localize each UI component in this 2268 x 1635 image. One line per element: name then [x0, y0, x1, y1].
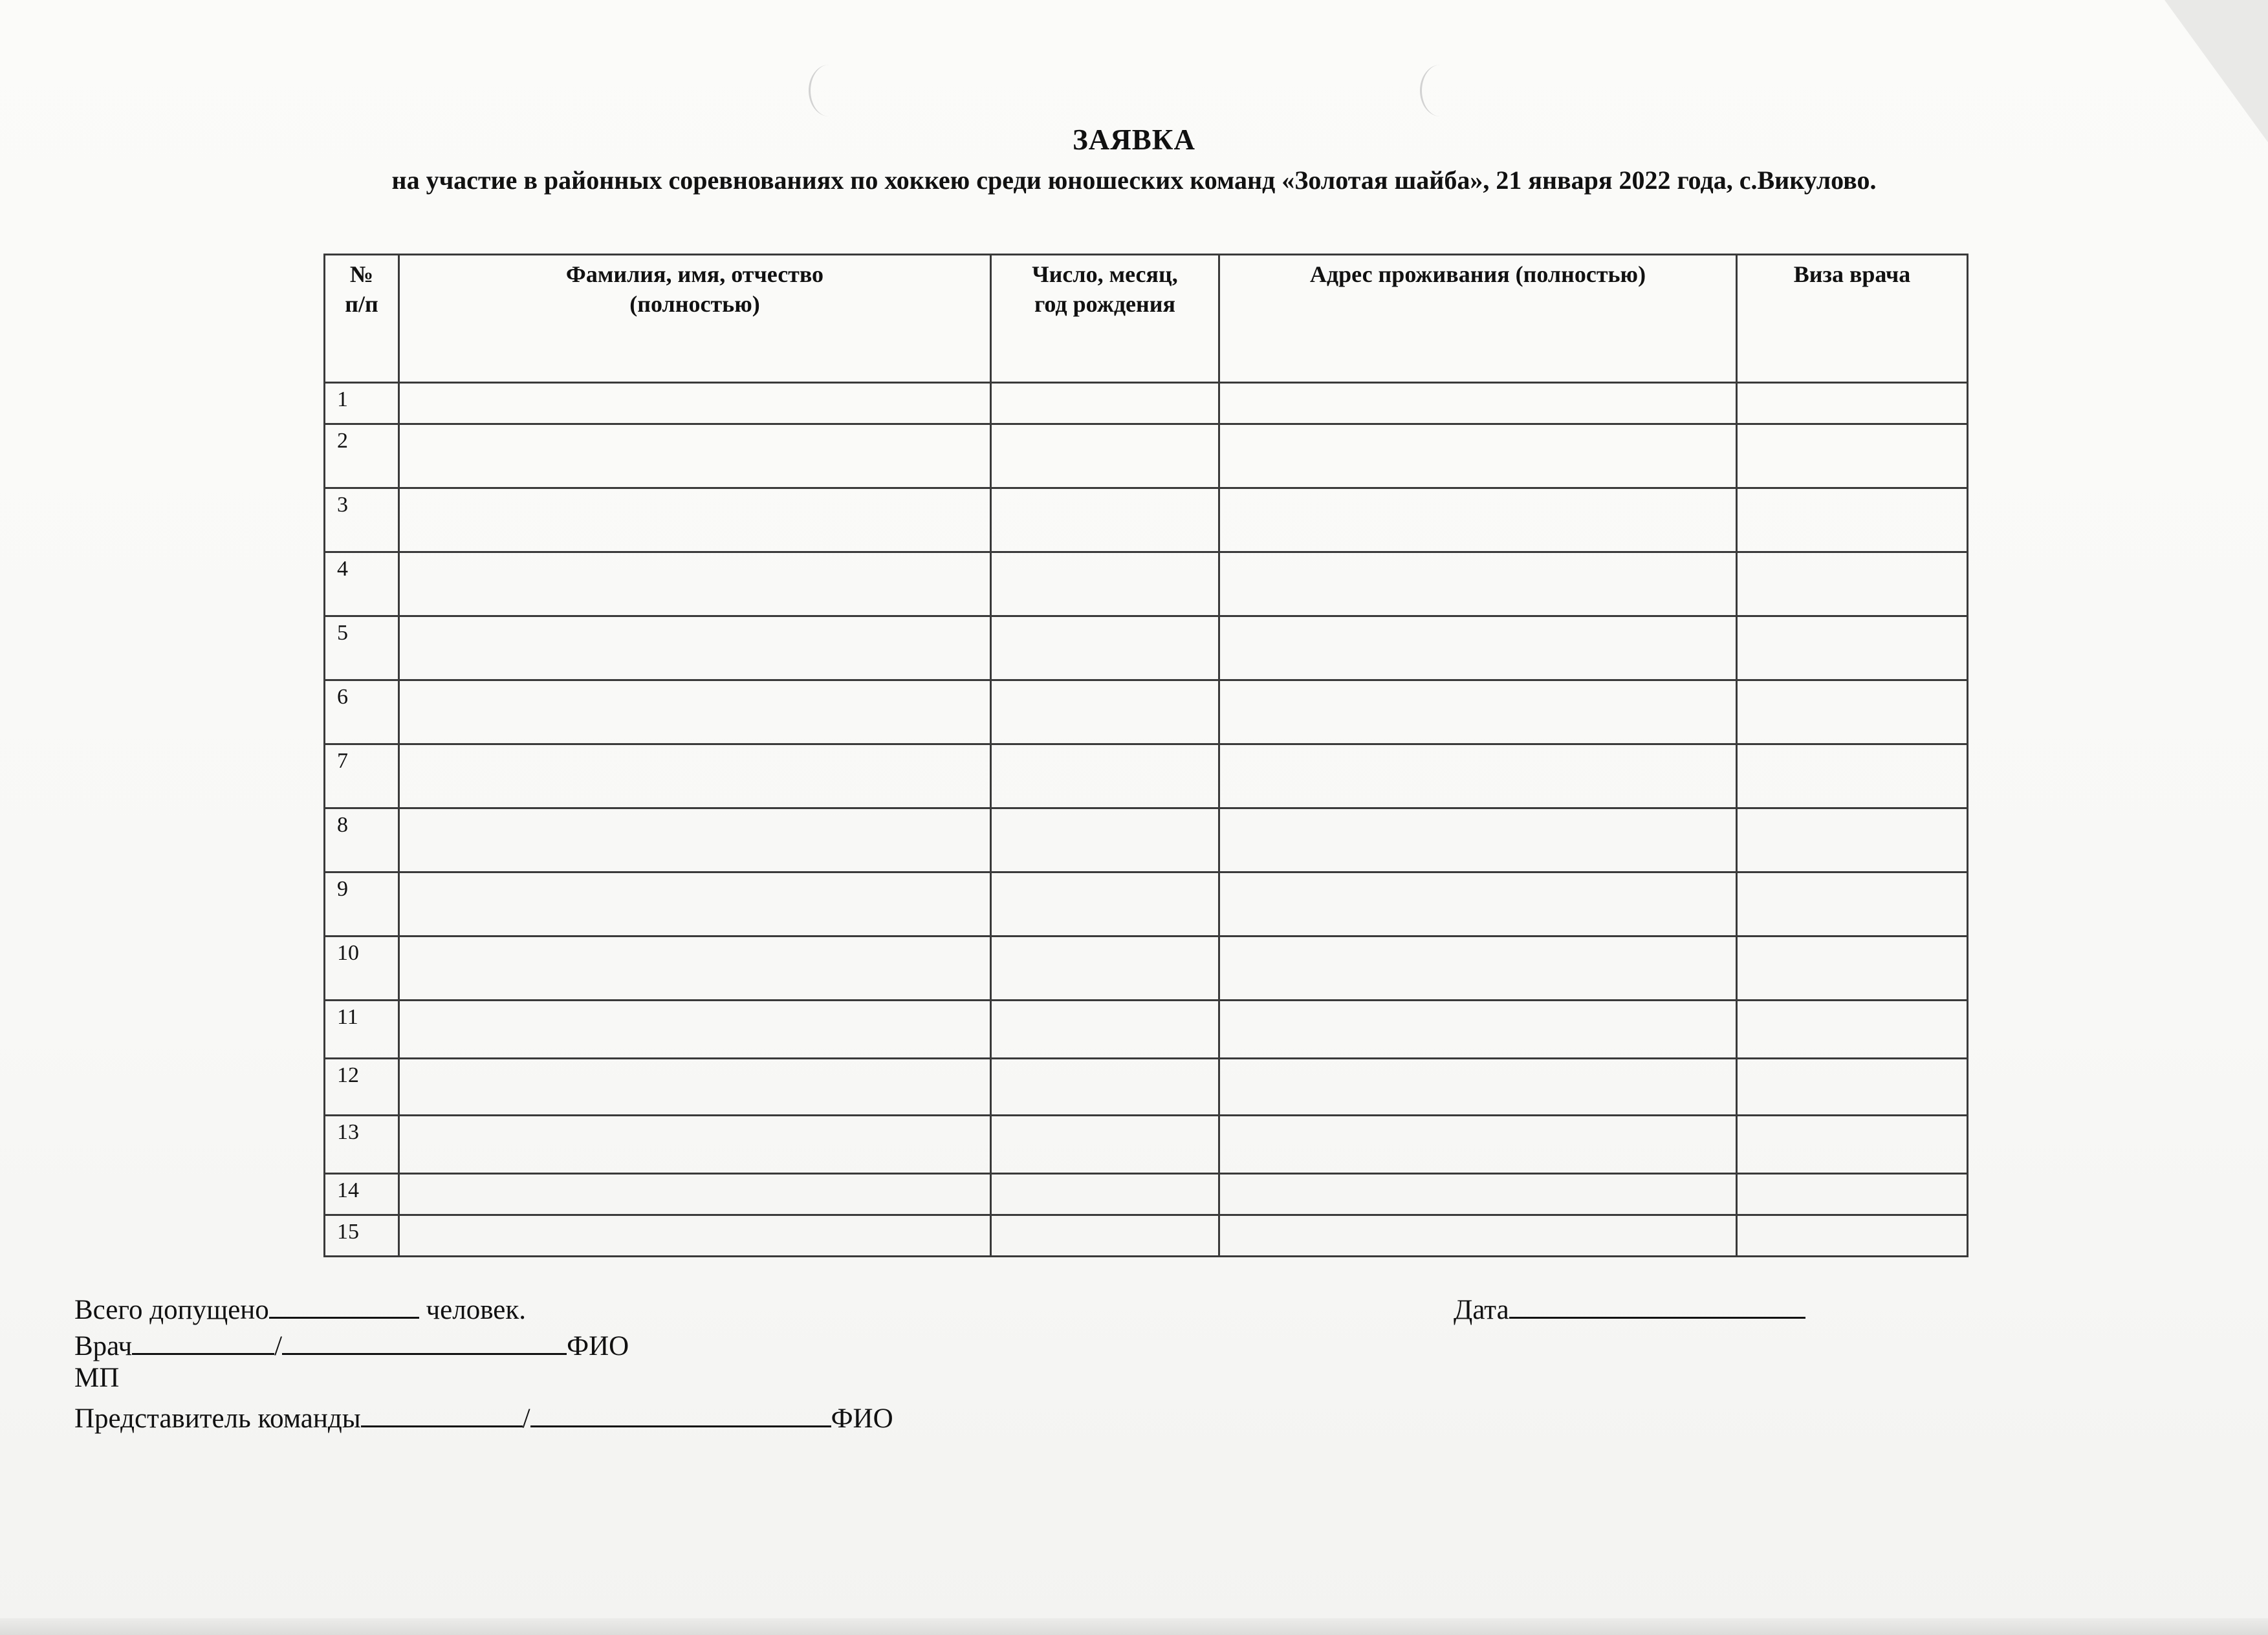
row-number: 15	[325, 1215, 399, 1257]
doctor-fio-label: ФИО	[567, 1331, 629, 1361]
row-number: 7	[325, 744, 399, 808]
column-header-number-line1: №	[349, 261, 374, 287]
punch-hole-mark	[809, 65, 849, 116]
table-body	[325, 383, 1968, 1257]
table-row	[325, 424, 1968, 488]
full-name-cell[interactable]	[399, 872, 991, 937]
doctor-visa-cell[interactable]	[1737, 424, 1968, 488]
address-cell[interactable]	[1219, 1174, 1737, 1215]
admitted-count-blank[interactable]	[269, 1287, 419, 1319]
column-header-full-name-line1: Фамилия, имя, отчество	[565, 261, 824, 287]
representative-fio-label: ФИО	[831, 1403, 893, 1434]
doctor-visa-cell[interactable]	[1737, 680, 1968, 744]
row-number: 2	[325, 424, 399, 488]
table-row	[325, 872, 1968, 937]
doctor-signature-blank[interactable]	[132, 1323, 274, 1355]
row-number: 6	[325, 680, 399, 744]
address-cell[interactable]	[1219, 1001, 1737, 1059]
row-number: 9	[325, 872, 399, 937]
table-row	[325, 680, 1968, 744]
full-name-cell[interactable]	[399, 1174, 991, 1215]
column-header-birth-date-line1: Число, месяц,	[1032, 261, 1178, 287]
doctor-visa-cell[interactable]	[1737, 937, 1968, 1001]
doctor-visa-cell[interactable]	[1737, 1215, 1968, 1257]
representative-label: Представитель команды	[74, 1403, 361, 1434]
table-row	[325, 937, 1968, 1001]
full-name-cell[interactable]	[399, 488, 991, 552]
address-cell[interactable]	[1219, 680, 1737, 744]
row-number: 4	[325, 552, 399, 616]
birth-date-cell[interactable]	[991, 872, 1219, 937]
row-number: 12	[325, 1059, 399, 1116]
birth-date-cell[interactable]	[991, 937, 1219, 1001]
doctor-visa-cell[interactable]	[1737, 808, 1968, 872]
page-bottom-edge	[0, 1618, 2268, 1635]
address-cell[interactable]	[1219, 552, 1737, 616]
full-name-cell[interactable]	[399, 1116, 991, 1174]
full-name-cell[interactable]	[399, 552, 991, 616]
representative-signature-line	[74, 1396, 893, 1438]
full-name-cell[interactable]	[399, 808, 991, 872]
document-title: ЗАЯВКА	[1073, 124, 1195, 156]
column-header-birth-date	[991, 255, 1219, 383]
doctor-visa-cell[interactable]	[1737, 488, 1968, 552]
column-header-full-name-line2: (полностью)	[629, 291, 760, 317]
table-row	[325, 1059, 1968, 1116]
row-number: 1	[325, 383, 399, 424]
doctor-name-blank[interactable]	[282, 1323, 567, 1355]
row-number: 11	[325, 1001, 399, 1059]
birth-date-cell[interactable]	[991, 1215, 1219, 1257]
address-cell[interactable]	[1219, 1059, 1737, 1116]
stamp-line	[74, 1359, 119, 1397]
doctor-visa-cell[interactable]	[1737, 552, 1968, 616]
doctor-visa-cell[interactable]	[1737, 1116, 1968, 1174]
birth-date-cell[interactable]	[991, 680, 1219, 744]
full-name-cell[interactable]	[399, 1215, 991, 1257]
doctor-label: Врач	[74, 1331, 133, 1361]
doctor-visa-cell[interactable]	[1737, 744, 1968, 808]
date-blank[interactable]	[1509, 1287, 1805, 1319]
row-number: 5	[325, 616, 399, 680]
address-cell[interactable]	[1219, 872, 1737, 937]
doctor-visa-cell[interactable]	[1737, 872, 1968, 937]
document-subtitle: на участие в районных соревнованиях по хоккею среди юношеских команд «Золотая шайба», 21 января 2022 года, с.Викулово.	[391, 166, 1877, 195]
roster-table	[323, 254, 1968, 1257]
doctor-visa-cell[interactable]	[1737, 616, 1968, 680]
row-number: 8	[325, 808, 399, 872]
table-row	[325, 552, 1968, 616]
row-number: 14	[325, 1174, 399, 1215]
address-cell[interactable]	[1219, 488, 1737, 552]
column-header-birth-date-line2: год рождения	[1034, 291, 1175, 317]
admitted-unit: человек.	[426, 1295, 526, 1325]
address-cell[interactable]	[1219, 424, 1737, 488]
birth-date-cell[interactable]	[991, 616, 1219, 680]
full-name-cell[interactable]	[399, 1001, 991, 1059]
representative-name-blank[interactable]	[530, 1396, 831, 1427]
row-number: 10	[325, 937, 399, 1001]
address-cell[interactable]	[1219, 616, 1737, 680]
column-header-number-line2: п/п	[345, 291, 378, 317]
doctor-signature-line	[74, 1323, 629, 1365]
full-name-cell[interactable]	[399, 744, 991, 808]
representative-separator: /	[522, 1403, 530, 1434]
birth-date-cell[interactable]	[991, 744, 1219, 808]
table-row	[325, 1174, 1968, 1215]
page-corner-fold	[2164, 0, 2268, 142]
date-line	[1454, 1287, 1805, 1326]
punch-hole-mark	[1420, 65, 1461, 116]
full-name-cell[interactable]	[399, 680, 991, 744]
birth-date-cell[interactable]	[991, 488, 1219, 552]
address-cell[interactable]	[1219, 744, 1737, 808]
birth-date-cell[interactable]	[991, 1174, 1219, 1215]
full-name-cell[interactable]	[399, 1059, 991, 1116]
birth-date-cell[interactable]	[991, 808, 1219, 872]
table-row	[325, 744, 1968, 808]
full-name-cell[interactable]	[399, 937, 991, 1001]
table-row	[325, 808, 1968, 872]
table-row	[325, 1116, 1968, 1174]
address-cell[interactable]	[1219, 1116, 1737, 1174]
birth-date-cell[interactable]	[991, 1059, 1219, 1116]
doctor-visa-cell[interactable]	[1737, 1001, 1968, 1059]
column-header-full-name	[399, 255, 991, 383]
address-cell[interactable]	[1219, 808, 1737, 872]
row-number: 3	[325, 488, 399, 552]
birth-date-cell[interactable]	[991, 424, 1219, 488]
column-header-address: Адрес проживания (полностью)	[1219, 255, 1737, 383]
signature-separator: /	[274, 1331, 283, 1361]
table-row	[325, 1215, 1968, 1257]
representative-signature-blank[interactable]	[361, 1396, 523, 1427]
full-name-cell[interactable]	[399, 424, 991, 488]
stamp-label: МП	[74, 1363, 120, 1393]
table-row	[325, 383, 1968, 424]
admitted-label: Всего допущено	[74, 1295, 269, 1325]
address-cell[interactable]	[1219, 383, 1737, 424]
table-row	[325, 616, 1968, 680]
date-label: Дата	[1454, 1295, 1509, 1325]
address-cell[interactable]	[1219, 937, 1737, 1001]
doctor-visa-cell[interactable]	[1737, 1059, 1968, 1116]
birth-date-cell[interactable]	[991, 552, 1219, 616]
doctor-visa-cell[interactable]	[1737, 1174, 1968, 1215]
birth-date-cell[interactable]	[991, 1001, 1219, 1059]
column-header-doctor-visa: Виза врача	[1737, 255, 1968, 383]
full-name-cell[interactable]	[399, 383, 991, 424]
address-cell[interactable]	[1219, 1215, 1737, 1257]
table-row	[325, 488, 1968, 552]
table-row	[325, 1001, 1968, 1059]
birth-date-cell[interactable]	[991, 1116, 1219, 1174]
full-name-cell[interactable]	[399, 616, 991, 680]
column-header-number	[325, 255, 399, 383]
doctor-visa-cell[interactable]	[1737, 383, 1968, 424]
row-number: 13	[325, 1116, 399, 1174]
birth-date-cell[interactable]	[991, 383, 1219, 424]
table-header-row	[325, 255, 1968, 383]
